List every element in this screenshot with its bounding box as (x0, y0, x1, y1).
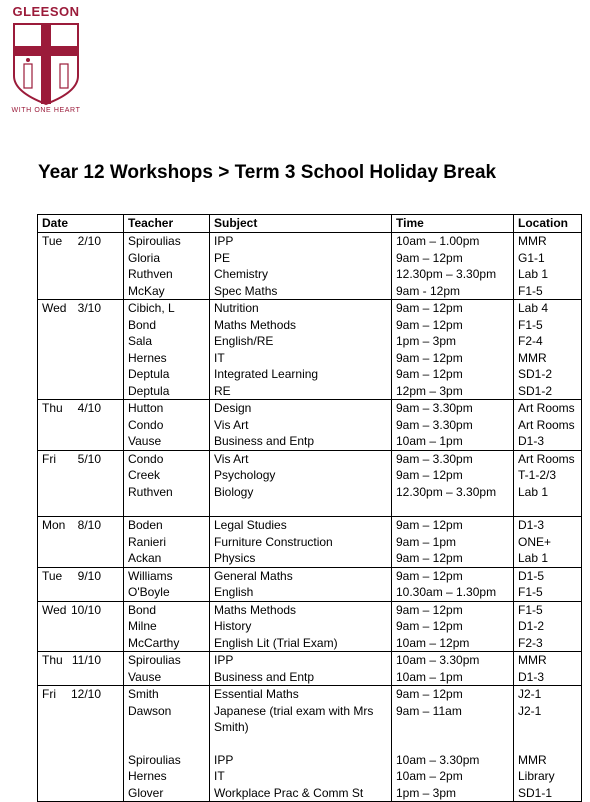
date-cell (38, 652, 124, 669)
location-cell: ONE+ (514, 534, 582, 551)
teacher-cell: Hutton (124, 400, 210, 417)
teacher-cell: Condo (124, 450, 210, 467)
table-row (38, 400, 582, 417)
time-cell: 10am – 3.30pm (392, 752, 514, 769)
location-cell: F2-3 (514, 635, 582, 652)
day-label: Tue (42, 234, 63, 248)
location-cell: G1-1 (514, 250, 582, 267)
table-row (38, 584, 582, 601)
date-cell (38, 467, 124, 484)
day-label: Wed (42, 301, 67, 315)
location-cell (514, 736, 582, 752)
date-cell (38, 366, 124, 383)
subject-cell (210, 736, 392, 752)
location-cell: F1-5 (514, 584, 582, 601)
location-cell: Art Rooms (514, 450, 582, 467)
location-cell: D1-5 (514, 567, 582, 584)
date-cell (38, 500, 124, 517)
date-cell (38, 333, 124, 350)
teacher-cell: Ranieri (124, 534, 210, 551)
date-cell (38, 233, 124, 250)
subject-cell: IT (210, 768, 392, 785)
spacer-row (38, 500, 582, 517)
teacher-cell: Spiroulias (124, 233, 210, 250)
subject-cell: Physics (210, 550, 392, 567)
date-cell (38, 400, 124, 417)
time-cell: 10am – 12pm (392, 635, 514, 652)
date-cell (38, 785, 124, 802)
date-label: 8/10 (77, 518, 101, 532)
table-row (38, 517, 582, 534)
logo-wordmark: GLEESON (12, 4, 80, 19)
table-row (38, 534, 582, 551)
subject-cell: Design (210, 400, 392, 417)
date-cell (38, 517, 124, 534)
date-cell (38, 300, 124, 317)
table-header-row (38, 215, 582, 233)
time-cell: 10am – 1pm (392, 669, 514, 686)
day-label: Fri (42, 687, 56, 701)
location-cell: F2-4 (514, 333, 582, 350)
location-cell: F1-5 (514, 283, 582, 300)
subject-cell: IPP (210, 233, 392, 250)
subject-cell: IPP (210, 652, 392, 669)
location-cell: Library (514, 768, 582, 785)
crest-icon (12, 22, 80, 106)
teacher-cell: Gloria (124, 250, 210, 267)
teacher-cell: Hernes (124, 768, 210, 785)
date-label: 10/10 (70, 602, 101, 617)
day-label: Thu (42, 401, 63, 415)
table-row (38, 250, 582, 267)
time-cell: 10.30am – 1.30pm (392, 584, 514, 601)
subject-cell: Chemistry (210, 266, 392, 283)
table-row (38, 618, 582, 635)
subject-cell: Biology (210, 484, 392, 501)
teacher-cell: O'Boyle (124, 584, 210, 601)
date-cell (38, 601, 124, 618)
location-cell: Lab 1 (514, 484, 582, 501)
time-cell: 9am – 12pm (392, 366, 514, 383)
subject-cell: Business and Entp (210, 669, 392, 686)
date-cell (38, 534, 124, 551)
time-cell (392, 500, 514, 517)
table-row (38, 467, 582, 484)
logo-motto: WITH ONE HEART (11, 107, 81, 114)
date-cell (38, 317, 124, 334)
teacher-cell: Bond (124, 317, 210, 334)
date-cell (38, 768, 124, 785)
teacher-cell: Ruthven (124, 266, 210, 283)
teacher-cell: Bond (124, 601, 210, 618)
teacher-cell: Glover (124, 785, 210, 802)
teacher-cell: Boden (124, 517, 210, 534)
time-cell: 9am – 3.30pm (392, 400, 514, 417)
table-row (38, 266, 582, 283)
day-label: Wed (42, 602, 67, 617)
teacher-cell: McCarthy (124, 635, 210, 652)
day-label: Thu (42, 653, 63, 667)
school-logo (6, 4, 86, 122)
teacher-cell (124, 736, 210, 752)
location-cell (514, 500, 582, 517)
location-cell: J2-1 (514, 686, 582, 703)
date-label: 4/10 (77, 401, 101, 415)
date-cell (38, 283, 124, 300)
date-cell (38, 450, 124, 467)
time-cell: 10am – 2pm (392, 768, 514, 785)
location-cell: Lab 4 (514, 300, 582, 317)
location-cell: MMR (514, 652, 582, 669)
header-time: Time (392, 215, 514, 233)
subject-cell: Essential Maths (210, 686, 392, 703)
table-row (38, 350, 582, 367)
date-cell (38, 417, 124, 434)
date-cell (38, 618, 124, 635)
subject-cell: Spec Maths (210, 283, 392, 300)
teacher-cell: Spiroulias (124, 752, 210, 769)
subject-cell: IPP (210, 752, 392, 769)
date-cell (38, 703, 124, 736)
time-cell: 9am – 11am (392, 703, 514, 736)
subject-cell: Business and Entp (210, 433, 392, 450)
date-label: 2/10 (77, 234, 101, 248)
teacher-cell: Ackan (124, 550, 210, 567)
time-cell: 9am – 3.30pm (392, 450, 514, 467)
time-cell: 9am – 12pm (392, 601, 514, 618)
table-row (38, 366, 582, 383)
teacher-cell: Deptula (124, 383, 210, 400)
time-cell: 9am – 12pm (392, 317, 514, 334)
location-cell: F1-5 (514, 601, 582, 618)
date-label: 5/10 (77, 451, 101, 466)
teacher-cell: Milne (124, 618, 210, 635)
date-cell (38, 736, 124, 752)
location-cell: D1-2 (514, 618, 582, 635)
time-cell: 9am – 12pm (392, 467, 514, 484)
subject-cell: Integrated Learning (210, 366, 392, 383)
location-cell: Art Rooms (514, 400, 582, 417)
location-cell: MMR (514, 752, 582, 769)
date-cell (38, 266, 124, 283)
date-cell (38, 350, 124, 367)
date-cell (38, 584, 124, 601)
teacher-cell: Ruthven (124, 484, 210, 501)
table-row (38, 433, 582, 450)
header-date: Date (38, 215, 124, 233)
teacher-cell: Williams (124, 567, 210, 584)
time-cell: 9am – 12pm (392, 250, 514, 267)
date-cell (38, 484, 124, 501)
date-cell (38, 669, 124, 686)
location-cell: T-1-2/3 (514, 467, 582, 484)
time-cell: 12.30pm – 3.30pm (392, 266, 514, 283)
teacher-cell: Cibich, L (124, 300, 210, 317)
subject-cell: History (210, 618, 392, 635)
time-cell: 9am – 12pm (392, 300, 514, 317)
time-cell: 9am – 12pm (392, 550, 514, 567)
table-row (38, 484, 582, 501)
subject-cell: English/RE (210, 333, 392, 350)
time-cell: 9am – 1pm (392, 534, 514, 551)
time-cell: 9am – 12pm (392, 686, 514, 703)
table-row (38, 550, 582, 567)
spacer-row (38, 736, 582, 752)
subject-cell: Nutrition (210, 300, 392, 317)
time-cell: 10am – 1.00pm (392, 233, 514, 250)
header-subject: Subject (210, 215, 392, 233)
teacher-cell: Smith (124, 686, 210, 703)
teacher-cell: Deptula (124, 366, 210, 383)
time-cell: 9am – 12pm (392, 517, 514, 534)
date-cell (38, 635, 124, 652)
table-row (38, 652, 582, 669)
teacher-cell (124, 500, 210, 517)
time-cell: 10am – 3.30pm (392, 652, 514, 669)
teacher-cell: Hernes (124, 350, 210, 367)
date-cell (38, 686, 124, 703)
location-cell: D1-3 (514, 433, 582, 450)
location-cell: SD1-2 (514, 366, 582, 383)
subject-cell: Legal Studies (210, 517, 392, 534)
page-title: Year 12 Workshops > Term 3 School Holiday Break (38, 162, 497, 183)
location-cell: MMR (514, 350, 582, 367)
subject-cell: RE (210, 383, 392, 400)
teacher-cell: Spiroulias (124, 652, 210, 669)
time-cell: 1pm – 3pm (392, 333, 514, 350)
subject-cell: Vis Art (210, 417, 392, 434)
subject-cell: IT (210, 350, 392, 367)
table-row (38, 383, 582, 400)
teacher-cell: Condo (124, 417, 210, 434)
day-label: Fri (42, 451, 56, 466)
table-body (38, 233, 582, 802)
date-cell (38, 550, 124, 567)
table-row (38, 635, 582, 652)
location-cell: MMR (514, 233, 582, 250)
location-cell: Lab 1 (514, 266, 582, 283)
location-cell: D1-3 (514, 517, 582, 534)
table-row (38, 300, 582, 317)
time-cell (392, 736, 514, 752)
subject-cell: Maths Methods (210, 317, 392, 334)
time-cell: 1pm – 3pm (392, 785, 514, 802)
time-cell: 12pm – 3pm (392, 383, 514, 400)
time-cell: 9am – 3.30pm (392, 417, 514, 434)
date-label: 9/10 (77, 568, 101, 583)
header-teacher: Teacher (124, 215, 210, 233)
table-row (38, 601, 582, 618)
location-cell: SD1-2 (514, 383, 582, 400)
subject-cell: Workplace Prac & Comm St (210, 785, 392, 802)
table-row (38, 686, 582, 703)
date-label: 12/10 (70, 687, 101, 701)
table-row (38, 752, 582, 769)
subject-cell (210, 500, 392, 517)
table-row (38, 233, 582, 250)
date-cell (38, 383, 124, 400)
table-row (38, 333, 582, 350)
location-cell: Art Rooms (514, 417, 582, 434)
time-cell: 9am – 12pm (392, 350, 514, 367)
date-cell (38, 567, 124, 584)
subject-cell: PE (210, 250, 392, 267)
time-cell: 10am – 1pm (392, 433, 514, 450)
teacher-cell: Vause (124, 433, 210, 450)
header-location: Location (514, 215, 582, 233)
table-row (38, 450, 582, 467)
date-label: 11/10 (71, 653, 101, 667)
teacher-cell: Sala (124, 333, 210, 350)
day-label: Mon (42, 518, 66, 532)
subject-cell: English (210, 584, 392, 601)
subject-cell: English Lit (Trial Exam) (210, 635, 392, 652)
table-row (38, 283, 582, 300)
subject-cell: Furniture Construction (210, 534, 392, 551)
day-label: Tue (42, 568, 63, 583)
time-cell: 12.30pm – 3.30pm (392, 484, 514, 501)
location-cell: Lab 1 (514, 550, 582, 567)
table-row (38, 768, 582, 785)
date-cell (38, 433, 124, 450)
table-row (38, 669, 582, 686)
teacher-cell: Dawson (124, 703, 210, 736)
location-cell: D1-3 (514, 669, 582, 686)
subject-cell: Maths Methods (210, 601, 392, 618)
time-cell: 9am - 12pm (392, 283, 514, 300)
table-row (38, 417, 582, 434)
location-cell: J2-1 (514, 703, 582, 736)
location-cell: SD1-1 (514, 785, 582, 802)
date-cell (38, 752, 124, 769)
schedule-table (37, 214, 582, 802)
subject-cell: Japanese (trial exam with Mrs Smith) (210, 703, 392, 736)
table-row (38, 317, 582, 334)
table-row (38, 567, 582, 584)
subject-cell: Psychology (210, 467, 392, 484)
date-cell (38, 250, 124, 267)
subject-cell: Vis Art (210, 450, 392, 467)
location-cell: F1-5 (514, 317, 582, 334)
teacher-cell: Creek (124, 467, 210, 484)
subject-cell: General Maths (210, 567, 392, 584)
teacher-cell: McKay (124, 283, 210, 300)
table-row (38, 785, 582, 802)
date-label: 3/10 (77, 301, 101, 315)
teacher-cell: Vause (124, 669, 210, 686)
table-row (38, 703, 582, 736)
time-cell: 9am – 12pm (392, 618, 514, 635)
time-cell: 9am – 12pm (392, 567, 514, 584)
